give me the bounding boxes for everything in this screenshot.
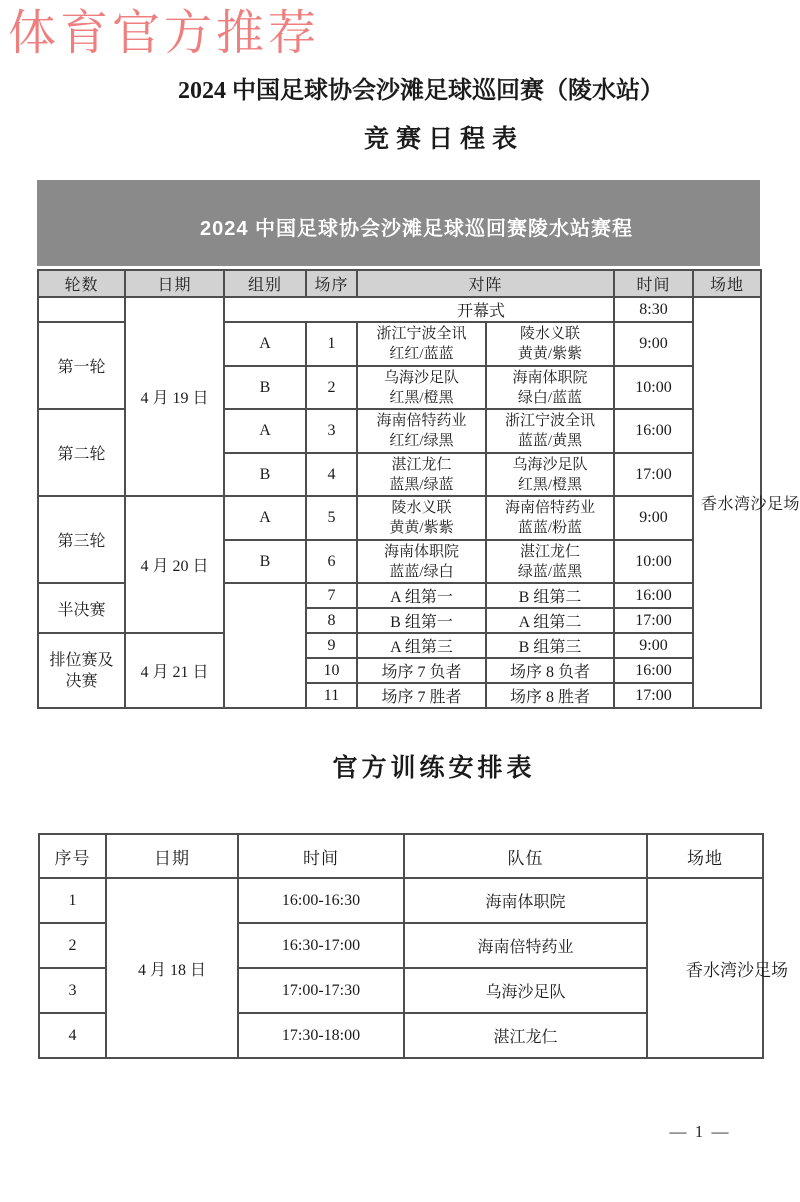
order-cell: 4 — [306, 453, 357, 496]
group-cell: A — [224, 409, 306, 453]
order-cell: 10 — [306, 658, 357, 683]
time-cell: 8:30 — [614, 297, 693, 322]
round-cell: 第一轮 — [38, 322, 125, 409]
team-name: 乌海沙足队 — [512, 456, 588, 473]
away-team-cell: B 组第二 — [486, 583, 614, 608]
home-team-cell: A 组第一 — [357, 583, 486, 608]
time-cell: 9:00 — [614, 633, 693, 658]
team-name: 海南倍特药业 — [505, 500, 596, 516]
group-cell: B — [224, 366, 306, 409]
time-cell: 17:00-17:30 — [238, 968, 404, 1013]
away-team-cell: B 组第三 — [486, 633, 614, 658]
team-kit: 红黑/橙黑 — [517, 476, 583, 493]
table-row — [38, 633, 761, 658]
time-cell: 10:00 — [614, 540, 693, 583]
home-team-cell — [357, 322, 486, 366]
home-team-cell — [357, 366, 486, 409]
team-kit: 绿白/蓝蓝 — [517, 389, 583, 406]
group-cell: A — [224, 322, 306, 366]
team-name: 海南倍特药业 — [376, 413, 467, 429]
col-header-venue: 场地 — [647, 834, 763, 878]
col-header-order: 场序 — [306, 270, 357, 297]
no-cell: 1 — [39, 878, 106, 923]
no-cell: 3 — [39, 968, 106, 1013]
group-cell-empty — [224, 583, 306, 708]
order-cell: 6 — [306, 540, 357, 583]
team-kit: 红黑/橙黑 — [389, 389, 454, 406]
training-title: 官方训练安排表 — [332, 755, 536, 782]
time-cell: 16:00 — [614, 583, 693, 608]
team-kit: 红红/绿黑 — [389, 433, 454, 449]
order-cell: 1 — [306, 322, 357, 366]
team-cell: 乌海沙足队 — [404, 968, 647, 1013]
venue-text: 香水湾沙足场 — [686, 960, 788, 980]
time-cell: 9:00 — [614, 496, 693, 540]
col-header-venue: 场地 — [693, 270, 761, 297]
team-name: 陵水义联 — [520, 326, 581, 342]
time-cell: 17:00 — [614, 683, 693, 708]
time-cell: 17:00 — [614, 453, 693, 496]
no-cell: 2 — [39, 923, 106, 968]
team-kit: 蓝蓝/黄黑 — [517, 433, 583, 449]
away-team-cell — [486, 496, 614, 540]
round-label-line2: 决赛 — [65, 672, 98, 690]
time-cell: 16:00 — [614, 658, 693, 683]
table-row — [38, 297, 761, 322]
time-cell: 17:30-18:00 — [238, 1013, 404, 1058]
page-title: 2024 中国足球协会沙滩足球巡回赛（陵水站） — [178, 78, 664, 104]
col-header-date: 日期 — [125, 270, 224, 297]
round-cell — [38, 633, 125, 708]
col-header-round: 轮数 — [38, 270, 125, 297]
away-team-cell — [486, 409, 614, 453]
col-header-team: 队伍 — [404, 834, 647, 878]
order-cell: 7 — [306, 583, 357, 608]
round-cell: 第二轮 — [38, 409, 125, 496]
home-team-cell — [357, 496, 486, 540]
time-cell: 16:00-16:30 — [238, 878, 404, 923]
training-header-row — [39, 834, 763, 878]
time-cell: 10:00 — [614, 366, 693, 409]
date-cell: 4 月 18 日 — [106, 878, 238, 1058]
home-team-cell: 场序 7 负者 — [357, 658, 486, 683]
round-cell: 半决赛 — [38, 583, 125, 633]
home-team-cell: A 组第三 — [357, 633, 486, 658]
team-name: 浙江宁波全讯 — [505, 413, 596, 429]
team-name: 乌海沙足队 — [383, 369, 459, 386]
group-cell: A — [224, 496, 306, 540]
home-team-cell: 场序 7 胜者 — [357, 683, 486, 708]
col-header-no: 序号 — [39, 834, 106, 878]
away-team-cell — [486, 453, 614, 496]
away-team-cell — [486, 322, 614, 366]
col-header-matchup: 对阵 — [357, 270, 614, 297]
order-cell: 3 — [306, 409, 357, 453]
team-kit: 蓝蓝/绿白 — [389, 563, 454, 580]
home-team-cell — [357, 540, 486, 583]
col-header-group: 组别 — [224, 270, 306, 297]
team-kit: 绿蓝/蓝黑 — [517, 563, 583, 580]
team-cell: 海南倍特药业 — [404, 923, 647, 968]
team-kit: 蓝蓝/粉蓝 — [517, 520, 583, 536]
training-table — [38, 833, 788, 1059]
order-cell: 5 — [306, 496, 357, 540]
page-subtitle: 竞赛日程表 — [363, 126, 524, 153]
team-name: 海南体职院 — [512, 369, 588, 386]
order-cell: 2 — [306, 366, 357, 409]
group-cell: B — [224, 453, 306, 496]
team-name: 浙江宁波全讯 — [376, 326, 467, 342]
round-cell-empty — [38, 297, 125, 322]
date-cell: 4 月 20 日 — [125, 496, 224, 633]
venue-cell — [647, 878, 788, 1058]
time-cell: 16:30-17:00 — [238, 923, 404, 968]
team-kit: 蓝黑/绿蓝 — [389, 476, 454, 493]
page-number: — 1 — — [669, 1122, 731, 1141]
schedule-banner: 2024 中国足球协会沙滩足球巡回赛陵水站赛程 — [37, 180, 760, 266]
venue-text: 香水湾沙足场 — [701, 496, 800, 513]
team-kit: 黄黄/紫紫 — [517, 346, 583, 362]
away-team-cell: A 组第二 — [486, 608, 614, 633]
team-cell: 海南体职院 — [404, 878, 647, 923]
col-header-time: 时间 — [614, 270, 693, 297]
away-team-cell — [486, 540, 614, 583]
col-header-time: 时间 — [238, 834, 404, 878]
table-row — [39, 878, 763, 923]
home-team-cell: B 组第一 — [357, 608, 486, 633]
round-label-line1: 排位赛及 — [49, 651, 114, 669]
date-cell: 4 月 19 日 — [125, 297, 224, 496]
opening-ceremony-cell: 开幕式 — [224, 297, 614, 322]
away-team-cell: 场序 8 负者 — [486, 658, 614, 683]
order-cell: 9 — [306, 633, 357, 658]
col-header-date: 日期 — [106, 834, 238, 878]
watermark-text: 体育官方推荐 — [8, 7, 321, 60]
away-team-cell: 场序 8 胜者 — [486, 683, 614, 708]
home-team-cell — [357, 453, 486, 496]
order-cell: 11 — [306, 683, 357, 708]
table-row — [38, 496, 761, 540]
group-cell: B — [224, 540, 306, 583]
team-name: 湛江龙仁 — [520, 543, 581, 560]
time-cell: 16:00 — [614, 409, 693, 453]
round-cell: 第三轮 — [38, 496, 125, 583]
team-kit: 红红/蓝蓝 — [389, 346, 454, 362]
time-cell: 17:00 — [614, 608, 693, 633]
home-team-cell — [357, 409, 486, 453]
order-cell: 8 — [306, 608, 357, 633]
time-cell: 9:00 — [614, 322, 693, 366]
venue-cell — [693, 297, 800, 708]
team-cell: 湛江龙仁 — [404, 1013, 647, 1058]
team-name: 海南体职院 — [383, 543, 459, 560]
schedule-table — [37, 269, 800, 709]
away-team-cell — [486, 366, 614, 409]
team-name: 陵水义联 — [391, 500, 452, 516]
no-cell: 4 — [39, 1013, 106, 1058]
team-name: 湛江龙仁 — [391, 456, 452, 473]
team-kit: 黄黄/紫紫 — [389, 520, 454, 536]
date-cell: 4 月 21 日 — [125, 633, 224, 708]
schedule-header-row — [38, 270, 761, 297]
